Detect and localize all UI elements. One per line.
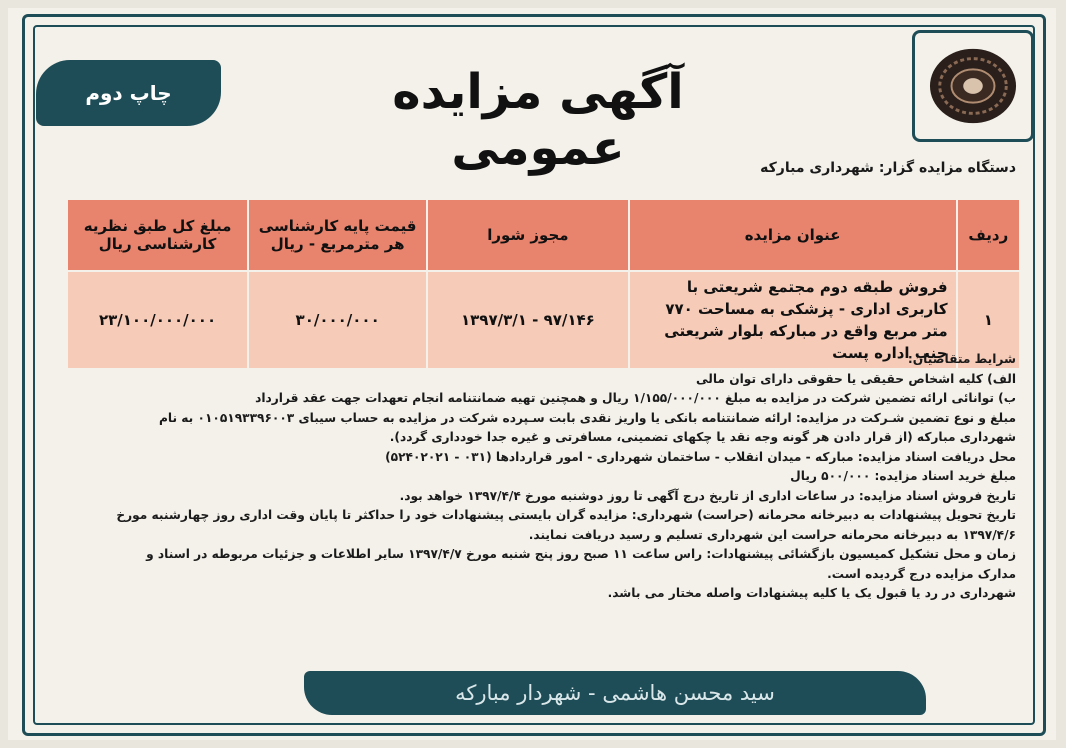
- condition-line: تاریخ فروش اسناد مزایده: در ساعات اداری از تاریخ درج آگهی تا روز دوشنبه مورخ ۱۳۹۷/۴/۴ خواهد بود.: [399, 488, 1016, 503]
- condition-line: زمان و محل تشکیل کمیسیون بازگشائی پیشنهادات: راس ساعت ۱۱ صبح روز پنج شنبه مورخ ۱۳۹۷/۴/۷ سایر اطلاعات و جزئیات مربوطه در اسناد و: [146, 547, 1016, 561]
- header-subject: عنوان مزایده: [629, 199, 957, 271]
- condition-line: مبلغ خرید اسناد مزایده: ۵۰۰/۰۰۰ ریال: [790, 469, 1016, 483]
- condition-line: شهرداری در رد یا قبول یک یا کلیه پیشنهادات واصله مختار می باشد.: [607, 586, 1016, 600]
- header-base-price: قیمت پایه کارشناسی هر مترمربع - ریال: [248, 199, 427, 271]
- auction-table-header-row: [67, 199, 1020, 271]
- condition-line: شرایط متقاضیان:: [907, 352, 1016, 366]
- cell-total: ۲۳/۱۰۰/۰۰۰/۰۰۰: [67, 271, 248, 369]
- condition-line: ب) توانائی ارائه تضمین شرکت در مزایده به مبلغ ۱/۱۵۵/۰۰۰/۰۰۰ ریال و همچنین تهیه ضمانتنامه انجام تعهدات جهت عقد قرارداد: [255, 391, 1016, 405]
- cell-subject: فروش طبقه دوم مجتمع شریعتی با کاربری اداری - پزشکی به مساحت ۷۷۰ متر مربع واقع در مبارکه بلوار شریعتی جنب اداره پست: [629, 271, 957, 369]
- organizer-label: دستگاه مزایده گزار: شهرداری مبارکه: [760, 160, 1016, 176]
- header-row-no: ردیف: [957, 199, 1020, 271]
- header-total: مبلغ کل طبق نظریه کارشناسی ریال: [67, 199, 248, 271]
- cell-row-no: ۱: [957, 271, 1020, 369]
- cell-council-permit: ۹۷/۱۴۶ - ۱۳۹۷/۳/۱: [427, 271, 628, 369]
- cell-base-price: ۳۰/۰۰۰/۰۰۰: [248, 271, 427, 369]
- conditions-section: [48, 350, 1016, 604]
- newspaper-page: [8, 8, 1056, 740]
- condition-line: مبلغ و نوع تضمین شـرکت در مزایده: ارائه ضمانتنامه بانکی یا واریز نقدی بابت سـپرده شرکت در مزایده به حساب سیبای ۰۱۰۵۱۹۳۳۹۶۰۰۳ به نام: [158, 410, 1016, 425]
- municipality-logo: [912, 30, 1034, 142]
- municipality-logo-icon: [924, 42, 1022, 130]
- auction-table: [66, 198, 1021, 370]
- ad-title: آگهی مزایده عمومی: [392, 64, 684, 176]
- condition-line: تاریخ تحویل پیشنهادات به دبیرخانه محرمانه (حراست) شهرداری: مزایده گران بایستی پیشنهادات خود را حداکثر تا پایان وقت اداری روز چهارشنبه مورخ: [116, 508, 1016, 522]
- condition-line: شهرداری مبارکه (از قرار دادن هر گونه وجه نقد یا چکهای تضمینی، مسافرتی و غیره جدا خودداری گردد).: [389, 430, 1016, 444]
- header-council-permit: مجوز شورا: [427, 199, 628, 271]
- condition-line: مدارک مزایده درج گردیده است.: [827, 566, 1016, 581]
- edition-badge: چاپ دوم: [36, 60, 221, 126]
- condition-line: الف) کلیه اشخاص حقیقی یا حقوقی دارای توان مالی: [695, 371, 1016, 386]
- condition-line: ۱۳۹۷/۴/۶ به دبیرخانه محرمانه حراست این شهرداری تسلیم و رسید دریافت نمایند.: [528, 527, 1016, 542]
- signature-banner: سید محسن هاشمی - شهردار مبارکه: [304, 671, 926, 715]
- condition-line: محل دریافت اسناد مزایده: مبارکه - میدان انقلاب - ساختمان شهرداری - امور قراردادها (۰۳۱ - ۵۲۴۰۲۰۲۱): [385, 449, 1016, 464]
